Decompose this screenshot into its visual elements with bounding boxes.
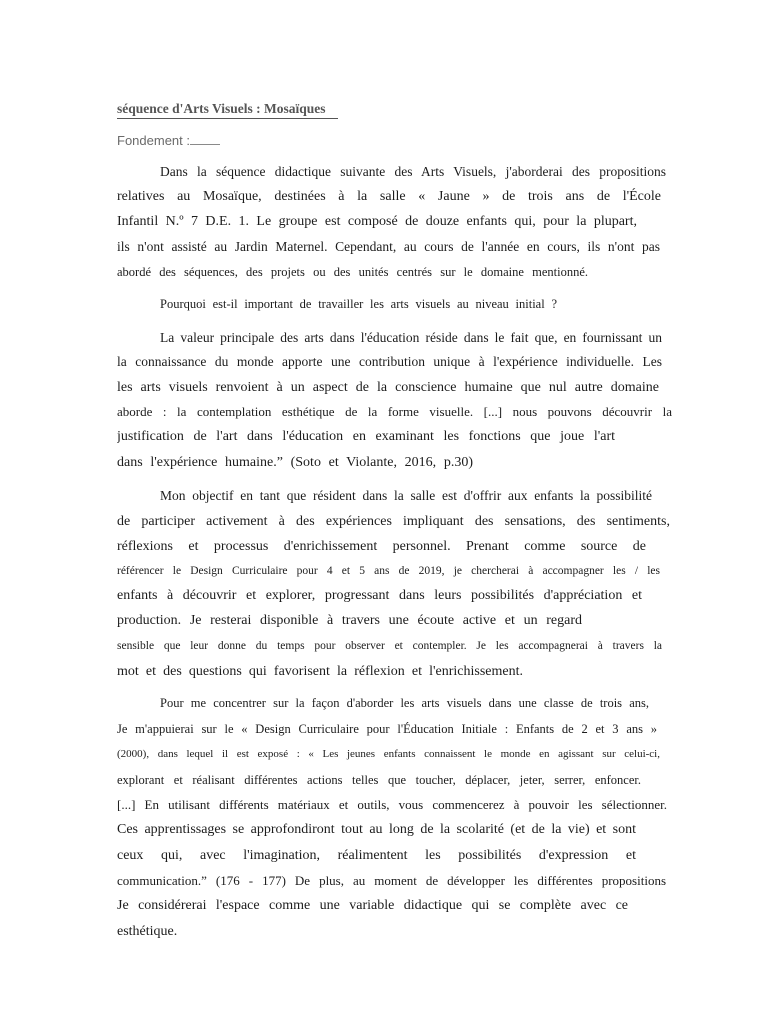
paragraph-line: les arts visuels renvoient à un aspect de la conscience humaine que nul autre domaine	[117, 380, 659, 395]
paragraph-line: justification de l'art dans l'éducation en examinant les fonctions que joue l'art	[117, 429, 615, 444]
document-title: séquence d'Arts Visuels : Mosaïques	[117, 100, 338, 119]
paragraph-line: relatives au Mosaïque, destinées à la salle « Jaune » de trois ans de l'École	[117, 189, 661, 204]
paragraph-line: Pour me concentrer sur la façon d'aborder les arts visuels dans une classe de trois ans,	[160, 696, 649, 710]
paragraph-line: enfants à découvrir et explorer, progressant dans leurs possibilités d'appréciation et	[117, 588, 642, 603]
section-label-text: Fondement :	[117, 133, 190, 148]
paragraph-line: référencer le Design Curriculaire pour 4 et 5 ans de 2019, je chercherai à accompagner les / les	[117, 565, 660, 577]
paragraph-line: esthétique.	[117, 924, 178, 939]
paragraph-line: dans l'expérience humaine.” (Soto et Violante, 2016, p.30)	[117, 455, 473, 470]
paragraph-line: aborde : la contemplation esthétique de la forme visuelle. [...] nous pouvons découvrir la	[117, 404, 672, 419]
paragraph-line: Mon objectif en tant que résident dans la salle est d'offrir aux enfants la possibilité	[160, 488, 652, 503]
paragraph-line: Ces apprentissages se approfondiront tout au long de la scolarité (et de la vie) et sont	[117, 822, 636, 837]
paragraph-line: sensible que leur donne du temps pour observer et contempler. Je les accompagnerai à travers la	[117, 640, 662, 652]
paragraph-line: Pourquoi est-il important de travailler les arts visuels au niveau initial ?	[160, 297, 557, 311]
paragraph-line: ils n'ont assisté au Jardin Maternel. Cependant, au cours de l'année en cours, ils n'ont pas	[117, 239, 660, 254]
paragraph-line: (2000), dans lequel il est exposé : « Les jeunes enfants connaissent le monde en agissant sur celui-ci,	[117, 748, 660, 760]
paragraph-line: communication.” (176 - 177) De plus, au moment de développer les différentes propositions	[117, 873, 666, 888]
section-label	[117, 132, 220, 150]
paragraph-line: la connaissance du monde apporte une contribution unique à l'expérience individuelle. Les	[117, 354, 662, 369]
section-label-underline	[190, 132, 220, 145]
paragraph-line: [...] En utilisant différents matériaux et outils, vous commencerez à pouvoir les sélectionner.	[117, 797, 667, 812]
paragraph-line: de participer activement à des expériences impliquant des sensations, des sentiments,	[117, 514, 670, 529]
paragraph-line: Infantil N.º 7 D.E. 1. Le groupe est composé de douze enfants qui, pour la plupart,	[117, 214, 637, 229]
paragraph-line: Dans la séquence didactique suivante des Arts Visuels, j'aborderai des propositions	[160, 164, 666, 179]
paragraph-line: La valeur principale des arts dans l'éducation réside dans le fait que, en fournissant un	[160, 330, 662, 345]
paragraph-line: Je m'appuierai sur le « Design Curriculaire pour l'Éducation Initiale : Enfants de 2 et 3 ans »	[117, 722, 657, 736]
paragraph-line: Je considérerai l'espace comme une variable didactique qui se complète avec ce	[117, 898, 628, 913]
paragraph-line: abordé des séquences, des projets ou des unités centrés sur le domaine mentionné.	[117, 265, 588, 279]
paragraph-line: ceux qui, avec l'imagination, réalimentent les possibilités d'expression et	[117, 848, 636, 863]
paragraph-line: réflexions et processus d'enrichissement personnel. Prenant comme source de	[117, 539, 646, 554]
paragraph-line: explorant et réalisant différentes actions telles que toucher, déplacer, jeter, serrer, enfoncer.	[117, 773, 641, 787]
paragraph-line: production. Je resterai disponible à travers une écoute active et un regard	[117, 613, 582, 628]
paragraph-line: mot et des questions qui favorisent la réflexion et l'enrichissement.	[117, 664, 523, 679]
